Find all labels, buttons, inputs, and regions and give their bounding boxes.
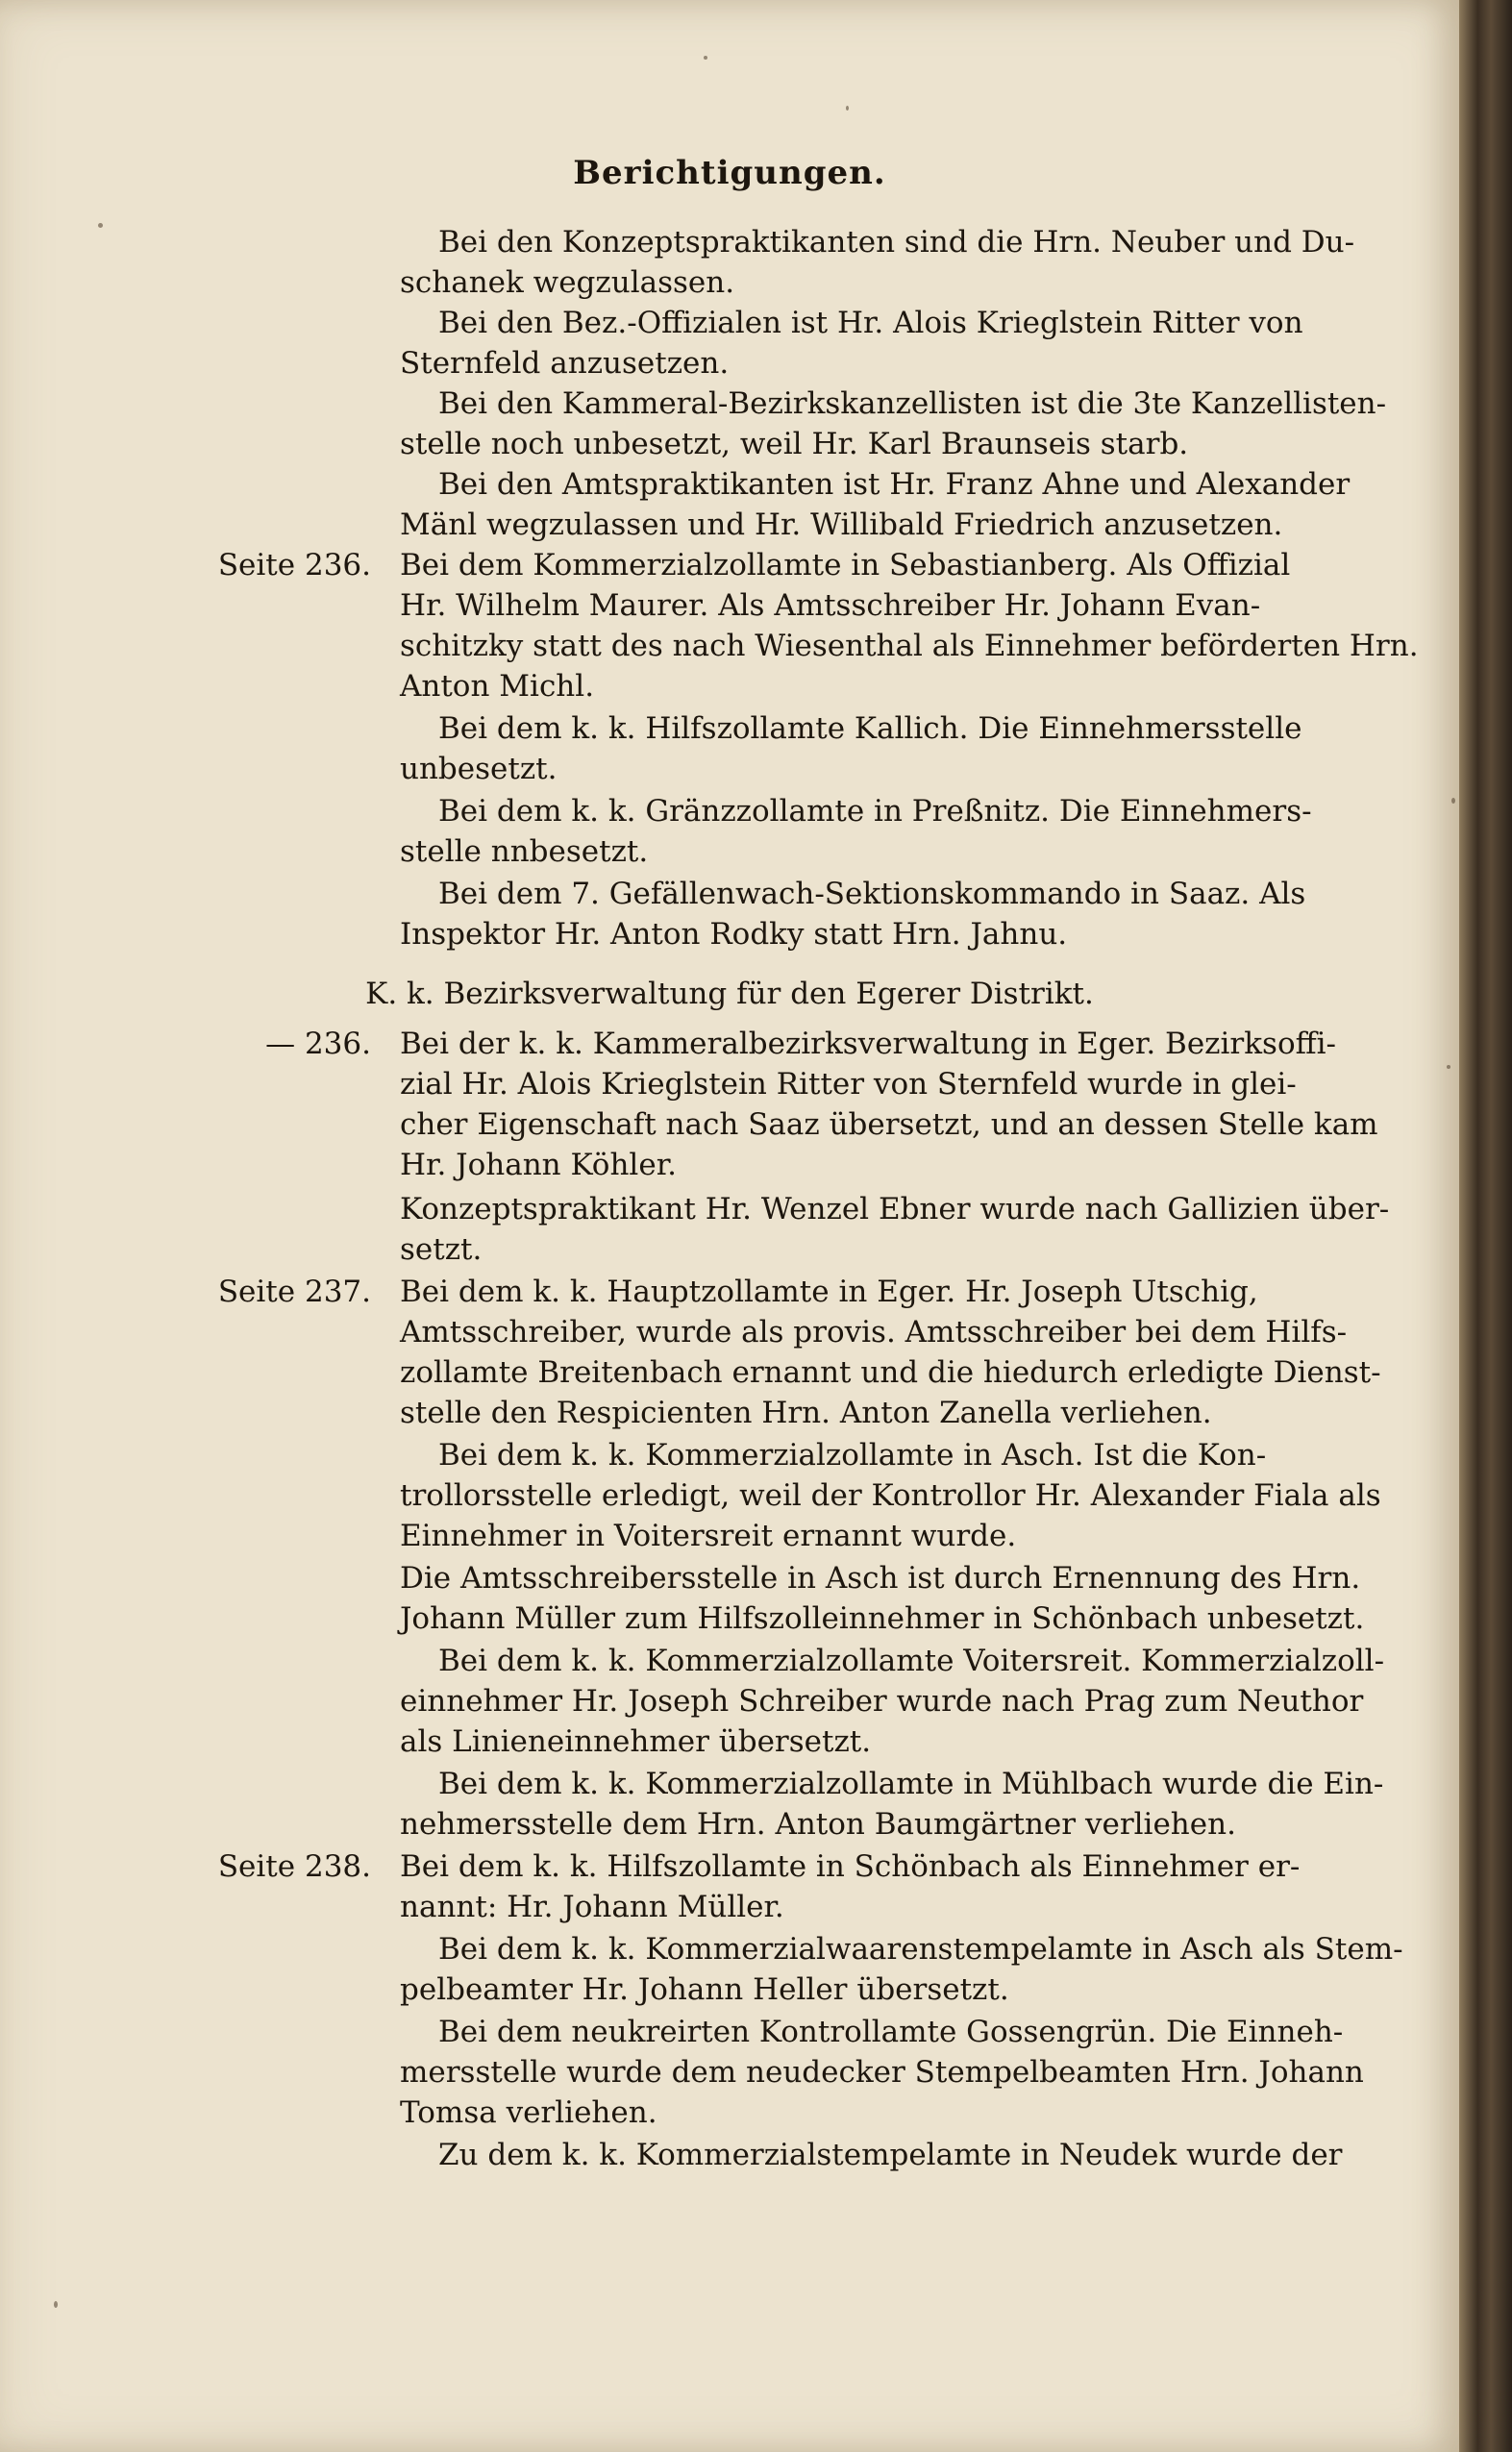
text-line: Zu dem k. k. Kommerzialstempelamte in Neudek wurde der: [438, 2138, 1343, 2172]
text-line: schitzky statt des nach Wiesenthal als Einnehmer beförderten Hrn.: [400, 629, 1419, 663]
paper-speck: [846, 106, 849, 111]
text-line: Bei dem k. k. Hilfszollamte in Schönbach als Einnehmer er-: [400, 1849, 1301, 1884]
book-spine-edge: [1459, 0, 1512, 2452]
text-line: trollorsstelle erledigt, weil der Kontrollor Hr. Alexander Fiala als: [400, 1478, 1381, 1513]
text-line: Bei den Bez.-Offizialen ist Hr. Alois Krieglstein Ritter von: [438, 306, 1303, 340]
text-line: Bei dem k. k. Hilfszollamte Kallich. Die Einnehmersstelle: [438, 711, 1302, 746]
text-line: Bei dem k. k. Kommerzialzollamte Voitersreit. Kommerzialzoll-: [438, 1644, 1385, 1678]
text-line: als Linieneinnehmer übersetzt.: [400, 1724, 872, 1759]
text-line: Bei dem k. k. Hauptzollamte in Eger. Hr. Joseph Utschig,: [400, 1275, 1258, 1309]
text-line: zial Hr. Alois Krieglstein Ritter von Sternfeld wurde in glei-: [400, 1067, 1297, 1102]
text-line: cher Eigenschaft nach Saaz übersetzt, und an dessen Stelle kam: [400, 1107, 1378, 1142]
paper-speck: [1451, 798, 1455, 804]
text-line: Bei dem Kommerzialzollamte in Sebastianberg. Als Offizial: [400, 548, 1291, 582]
text-line: Bei den Konzeptspraktikanten sind die Hrn. Neuber und Du-: [438, 225, 1355, 260]
text-line: Sternfeld anzusetzen.: [400, 346, 730, 381]
text-line: nannt: Hr. Johann Müller.: [400, 1890, 784, 1924]
paper-speck: [54, 2301, 58, 2308]
paper-speck: [98, 223, 103, 228]
page-reference-marker: Seite 236.: [217, 548, 371, 582]
text-line: Bei dem neukreirten Kontrollamte Gossengrün. Die Einneh-: [438, 2015, 1344, 2049]
text-line: Bei dem k. k. Kommerzialwaarenstempelamte in Asch als Stem-: [438, 1932, 1403, 1967]
text-line: Bei dem k. k. Kommerzialzollamte in Mühlbach wurde die Ein-: [438, 1767, 1384, 1801]
page-reference-marker: — 236.: [265, 1027, 371, 1061]
page-reference-marker: Seite 237.: [217, 1275, 371, 1309]
text-line: Johann Müller zum Hilfszolleinnehmer in Schönbach unbesetzt.: [400, 1601, 1365, 1636]
section-heading: K. k. Bezirksverwaltung für den Egerer Distrikt.: [365, 977, 1094, 1011]
text-line: Mänl wegzulassen und Hr. Willibald Friedrich anzusetzen.: [400, 508, 1283, 542]
text-line: mersstelle wurde dem neudecker Stempelbeamten Hrn. Johann: [400, 2055, 1364, 2090]
text-line: pelbeamter Hr. Johann Heller übersetzt.: [400, 1972, 1009, 2007]
text-line: Bei den Amtspraktikanten ist Hr. Franz Ahne und Alexander: [438, 467, 1351, 502]
text-line: Die Amtsschreibersstelle in Asch ist durch Ernennung des Hrn.: [400, 1561, 1361, 1596]
text-line: Amtsschreiber, wurde als provis. Amtsschreiber bei dem Hilfs-: [400, 1315, 1348, 1350]
text-line: stelle noch unbesetzt, weil Hr. Karl Braunseis starb.: [400, 427, 1189, 461]
text-line: Hr. Wilhelm Maurer. Als Amtsschreiber Hr. Johann Evan-: [400, 588, 1261, 623]
text-line: zollamte Breitenbach ernannt und die hiedurch erledigte Dienst-: [400, 1355, 1381, 1390]
text-line: Hr. Johann Köhler.: [400, 1148, 677, 1182]
text-line: Bei dem k. k. Gränzzollamte in Preßnitz. Die Einnehmers-: [438, 794, 1312, 829]
text-line: einnehmer Hr. Joseph Schreiber wurde nach Prag zum Neuthor: [400, 1684, 1364, 1719]
text-line: Anton Michl.: [400, 669, 595, 704]
text-line: Bei dem 7. Gefällenwach-Sektionskommando in Saaz. Als: [438, 877, 1306, 911]
text-line: Bei dem k. k. Kommerzialzollamte in Asch. Ist die Kon-: [438, 1438, 1267, 1473]
text-line: stelle den Respicienten Hrn. Anton Zanella verliehen.: [400, 1396, 1212, 1430]
page-reference-marker: Seite 238.: [217, 1849, 371, 1884]
page-title: Berichtigungen.: [573, 154, 886, 192]
text-line: Tomsa verliehen.: [400, 2095, 657, 2130]
text-line: Konzeptspraktikant Hr. Wenzel Ebner wurde nach Gallizien über-: [400, 1192, 1390, 1226]
text-line: unbesetzt.: [400, 752, 558, 786]
text-line: Inspektor Hr. Anton Rodky statt Hrn. Jahnu.: [400, 917, 1068, 952]
text-line: Bei der k. k. Kammeralbezirksverwaltung in Eger. Bezirksoffi-: [400, 1027, 1337, 1061]
text-line: setzt.: [400, 1232, 483, 1267]
paper-speck: [1447, 1065, 1450, 1069]
text-line: stelle nnbesetzt.: [400, 834, 649, 869]
text-line: schanek wegzulassen.: [400, 265, 735, 300]
text-line: Bei den Kammeral-Bezirkskanzellisten ist die 3te Kanzellisten-: [438, 386, 1387, 421]
paper-speck: [704, 56, 707, 60]
text-line: nehmersstelle dem Hrn. Anton Baumgärtner verliehen.: [400, 1807, 1236, 1842]
text-line: Einnehmer in Voitersreit ernannt wurde.: [400, 1519, 1017, 1553]
